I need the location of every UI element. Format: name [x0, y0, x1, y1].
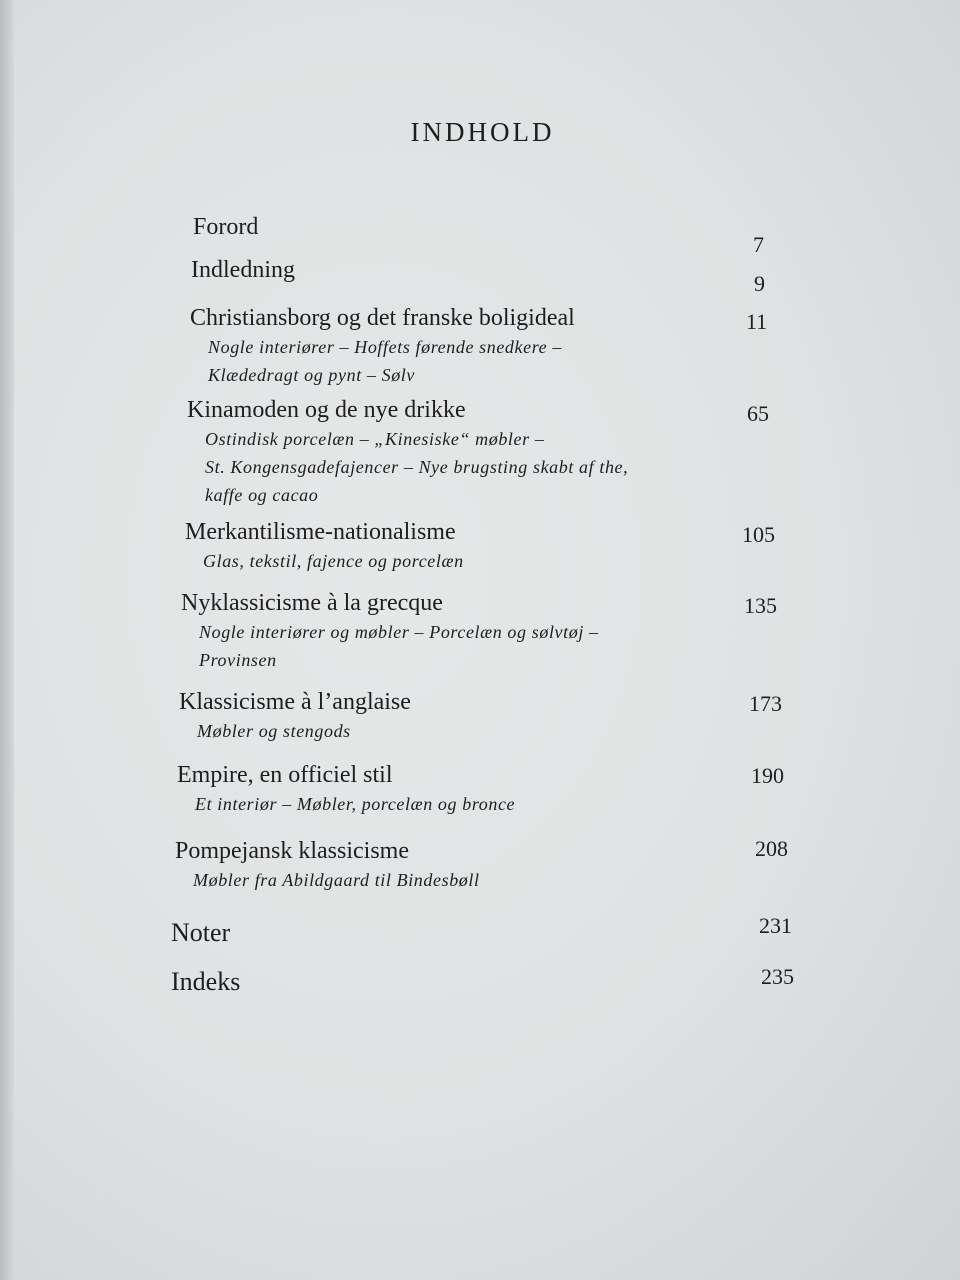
toc-entry-forord — [193, 214, 258, 241]
toc-entry-subline: Møbler fra Abildgaard til Bindesbøll — [193, 870, 480, 890]
toc-entry-klassicisme — [179, 689, 411, 744]
toc-entry-subline: kaffe og cacao — [205, 485, 319, 505]
toc-page-number: 235 — [761, 964, 794, 989]
toc-entry-noter — [171, 918, 230, 948]
toc-entry-indledning — [191, 257, 295, 284]
toc-entry-title: Kinamoden og de nye drikke — [187, 397, 466, 423]
toc-entry-title: Empire, en officiel stil — [177, 762, 393, 788]
toc-page-number: 11 — [746, 309, 768, 334]
toc-page-number: 9 — [754, 271, 765, 296]
toc-page-number: 231 — [759, 913, 792, 938]
toc-entry-subline: Et interiør – Møbler, porcelæn og bronce — [195, 794, 516, 814]
toc-entry-title: Merkantilisme-nationalisme — [185, 519, 456, 545]
toc-entry-indeks — [171, 967, 240, 997]
toc-entry-title: Indeks — [171, 967, 241, 996]
toc-page-number: 173 — [749, 691, 782, 716]
toc-entry-title: Nyklassicisme à la grecque — [181, 590, 443, 616]
toc-entry-title: Noter — [171, 918, 231, 947]
toc-entry-merkantilisme — [185, 519, 464, 574]
toc-page-number: 105 — [742, 522, 775, 547]
toc-page-number: 65 — [747, 401, 769, 426]
page-edge — [0, 0, 14, 1280]
toc-entry-subline: St. Kongensgadefajencer – Nye brugsting skabt af the, — [205, 457, 629, 477]
toc-entry-subline: Nogle interiører og møbler – Porcelæn og sølvtøj – — [199, 622, 599, 642]
toc-entry-title: Indledning — [191, 257, 295, 283]
toc-page-number: 135 — [744, 593, 777, 618]
toc-page-number: 208 — [755, 836, 788, 861]
toc-entry-title: Forord — [193, 214, 259, 240]
toc-entry-subline: Glas, tekstil, fajence og porcelæn — [203, 551, 464, 571]
toc-page-number: 190 — [751, 763, 784, 788]
toc-entry-empire — [177, 762, 515, 817]
toc-entry-subline: Møbler og stengods — [197, 721, 351, 741]
toc-entry-nyklassicisme — [181, 590, 599, 673]
toc-entry-title: Pompejansk klassicisme — [175, 838, 409, 864]
page-title: INDHOLD — [410, 117, 555, 147]
toc-page-number: 7 — [753, 232, 764, 257]
toc-entry-title: Christiansborg og det franske boligideal — [190, 305, 575, 331]
toc-entry-kinamoden — [187, 397, 628, 508]
toc-entry-subline: Klædedragt og pynt – Sølv — [208, 365, 415, 385]
toc-entry-christiansborg — [190, 305, 575, 388]
toc-entry-subline: Nogle interiører – Hoffets førende snedkere – — [208, 337, 562, 357]
toc-entry-pompejansk — [175, 838, 480, 893]
toc-entry-subline: Provinsen — [199, 650, 277, 670]
toc-entry-subline: Ostindisk porcelæn – „Kinesiske“ møbler – — [205, 429, 545, 449]
toc-entry-title: Klassicisme à l’anglaise — [179, 689, 411, 715]
